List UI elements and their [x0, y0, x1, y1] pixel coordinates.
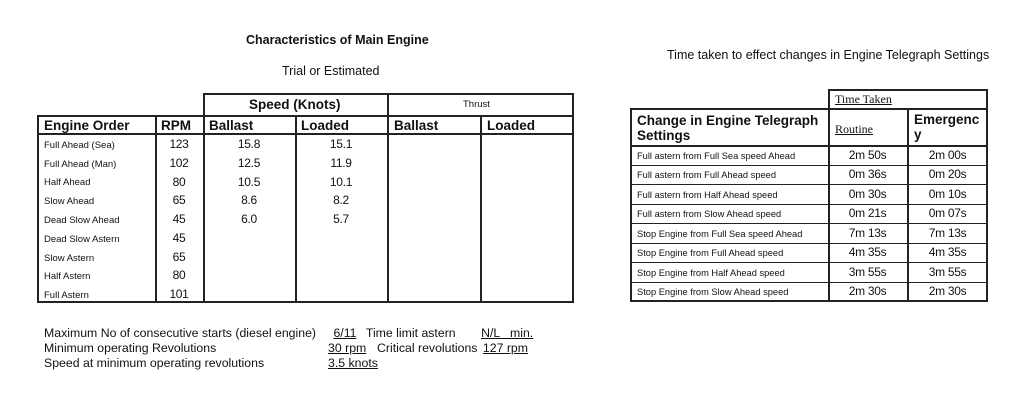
min-rev-value: 30 rpm	[328, 341, 367, 355]
col-change: Change in Engine Telegraph Settings	[637, 113, 819, 143]
speed-group-header: Speed (Knots)	[249, 97, 341, 112]
speed-min-rev-line: Speed at minimum operating revolutions 3.5 knots	[44, 356, 378, 370]
telegraph-title: Time taken to effect changes in Engine Telegraph Settings	[667, 48, 990, 62]
col-rpm: RPM	[161, 118, 191, 133]
time-taken-header: Time Taken	[835, 92, 892, 106]
col-routine: Routine	[835, 122, 873, 136]
min-rev-line: Minimum operating Revolutions 30 rpm Critical revolutions 127 rpm	[44, 341, 529, 355]
col-speed-loaded: Loaded	[301, 118, 350, 133]
max-starts-value: 6/11	[333, 326, 357, 340]
main-engine-subtitle: Trial or Estimated	[282, 64, 380, 78]
col-speed-ballast: Ballast	[209, 118, 254, 133]
max-starts-line: Maximum No of consecutive starts (diesel engine) 6/11 Time limit astern N/L min.	[44, 326, 534, 340]
time-limit-astern-value: N/L min.	[481, 326, 534, 340]
col-thrust-loaded: Loaded	[487, 118, 536, 133]
speed-min-rev-value: 3.5 knots	[328, 356, 378, 370]
col-thrust-ballast: Ballast	[394, 118, 439, 133]
critical-rev-value: 127 rpm	[482, 341, 529, 355]
col-engine-order: Engine Order	[44, 118, 130, 133]
thrust-group-header: Thrust	[463, 99, 490, 110]
main-engine-title: Characteristics of Main Engine	[246, 33, 429, 47]
col-emergency: Emergenc y	[914, 112, 980, 142]
